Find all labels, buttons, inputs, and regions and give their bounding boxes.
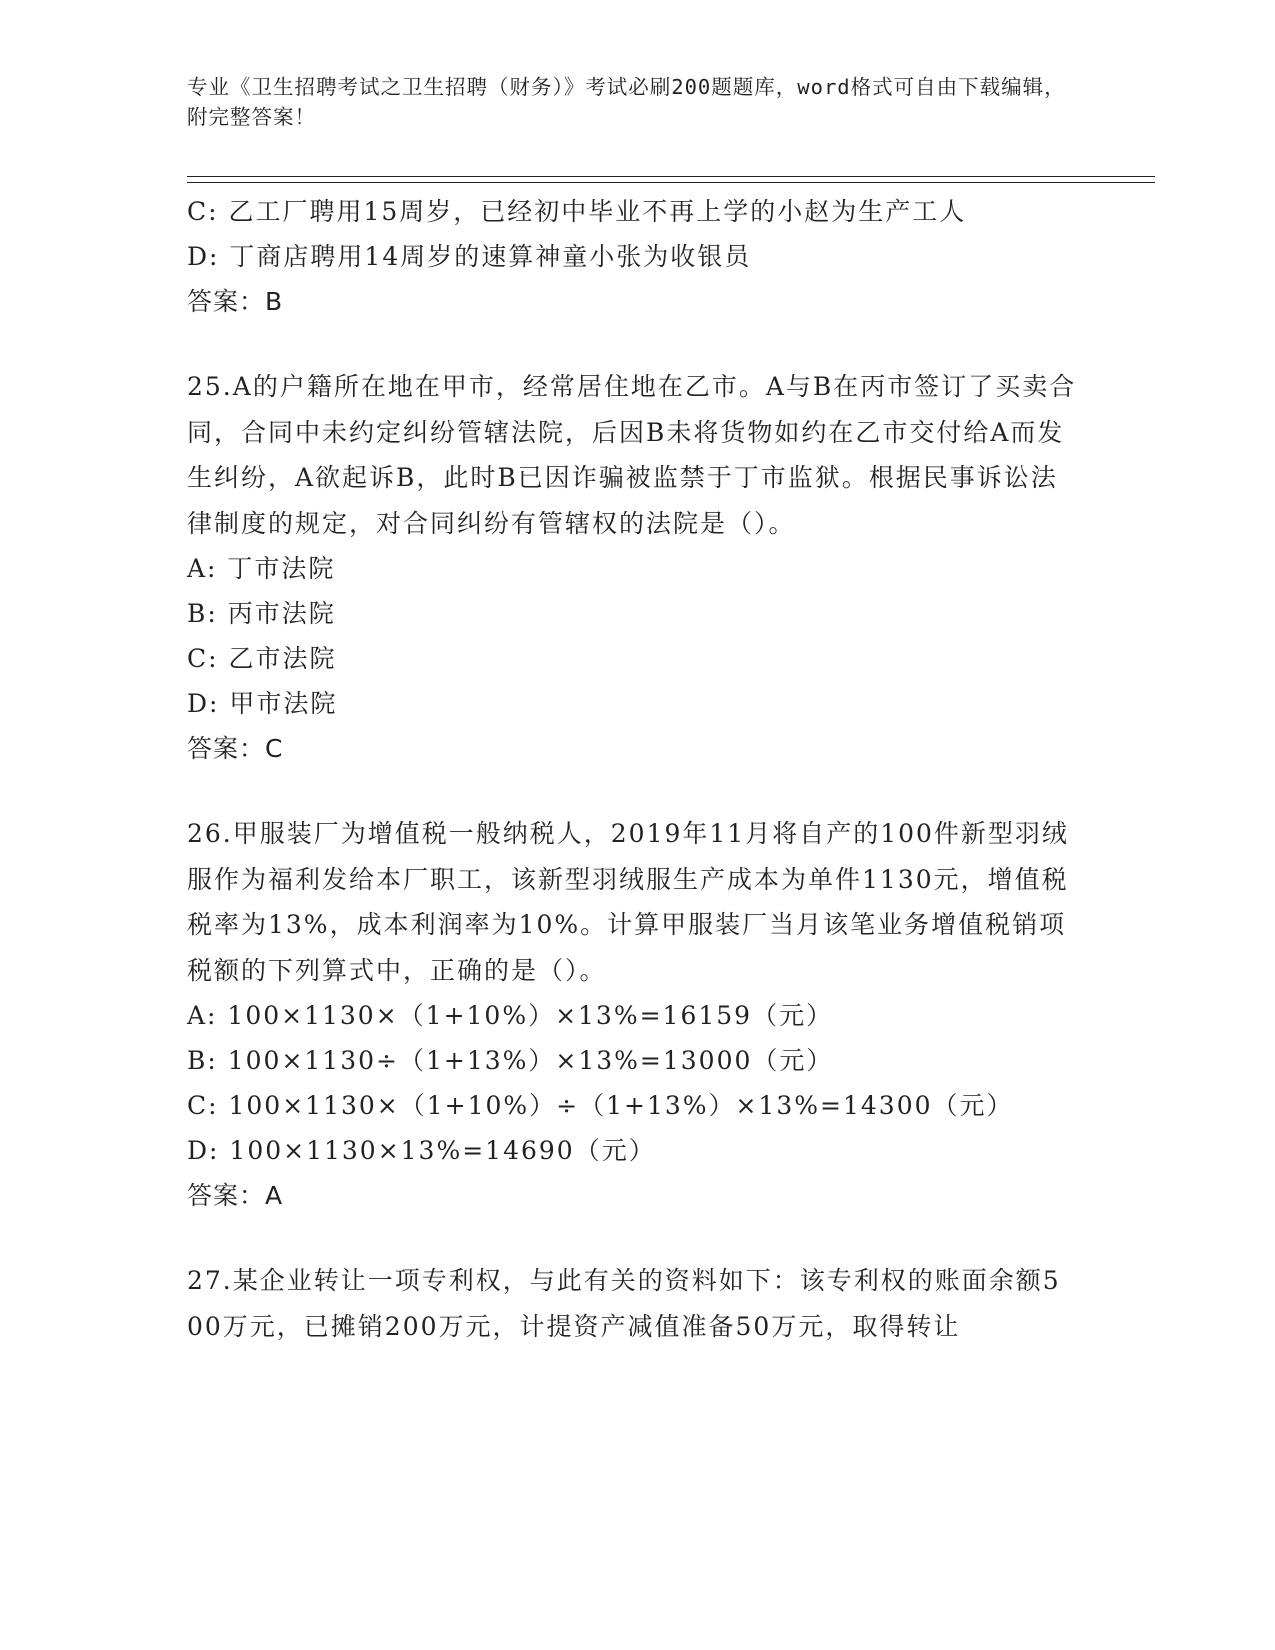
document-body: [187, 189, 1087, 1349]
option-d: D: 丁商店聘用14周岁的速算神童小张为收银员: [187, 242, 752, 271]
question-24-tail: [187, 189, 1087, 324]
question-stem: 25.A的户籍所在地在甲市，经常居住地在乙市。A与B在丙市签订了买卖合同，合同中未约定纠纷管辖法院，后因B未将货物如约在乙市交付给A而发生纠纷，A欲起诉B，此时B已因诈骗被监禁于丁市监狱。根据民事诉讼法律制度的规定，对合同纠纷有管辖权的法院是（）。: [187, 372, 1077, 538]
option-b: B: 丙市法院: [187, 599, 336, 628]
option-d: D: 甲市法院: [187, 689, 338, 718]
option-c: C: 100×1130×（1+10%）÷（1+13%）×13%=14300（元）: [187, 1091, 1014, 1120]
option-c: C: 乙工厂聘用15周岁，已经初中毕业不再上学的小赵为生产工人: [187, 197, 967, 226]
option-a: A: 丁市法院: [187, 554, 336, 583]
question-25: [187, 364, 1087, 771]
option-a: A: 100×1130×（1+10%）×13%=16159（元）: [187, 1001, 834, 1030]
option-d: D: 100×1130×13%=14690（元）: [187, 1136, 656, 1165]
header-rule-bottom: [187, 182, 1155, 183]
question-stem: 27.某企业转让一项专利权，与此有关的资料如下：该专利权的账面余额500万元，已摊销200万元，计提资产减值准备50万元，取得转让: [187, 1266, 1061, 1341]
question-26: [187, 811, 1087, 1218]
option-b: B: 100×1130÷（1+13%）×13%=13000（元）: [187, 1046, 834, 1075]
document-header: 专业《卫生招聘考试之卫生招聘（财务）》考试必刷200题题库，word格式可自由下载编辑，附完整答案！: [187, 75, 1066, 129]
header-rule-top: [187, 176, 1155, 177]
question-27: [187, 1258, 1087, 1349]
option-c: C: 乙市法院: [187, 644, 337, 673]
question-stem: 26.甲服装厂为增值税一般纳税人，2019年11月将自产的100件新型羽绒服作为福利发给本厂职工，该新型羽绒服生产成本为单件1130元，增值税税率为13%，成本利润率为10%。计算甲服装厂当月该笔业务增值税销项税额的下列算式中，正确的是（）。: [187, 819, 1069, 985]
answer-label: 答案：B: [187, 287, 284, 316]
answer-label: 答案：A: [187, 1181, 284, 1210]
answer-label: 答案：C: [187, 734, 284, 763]
